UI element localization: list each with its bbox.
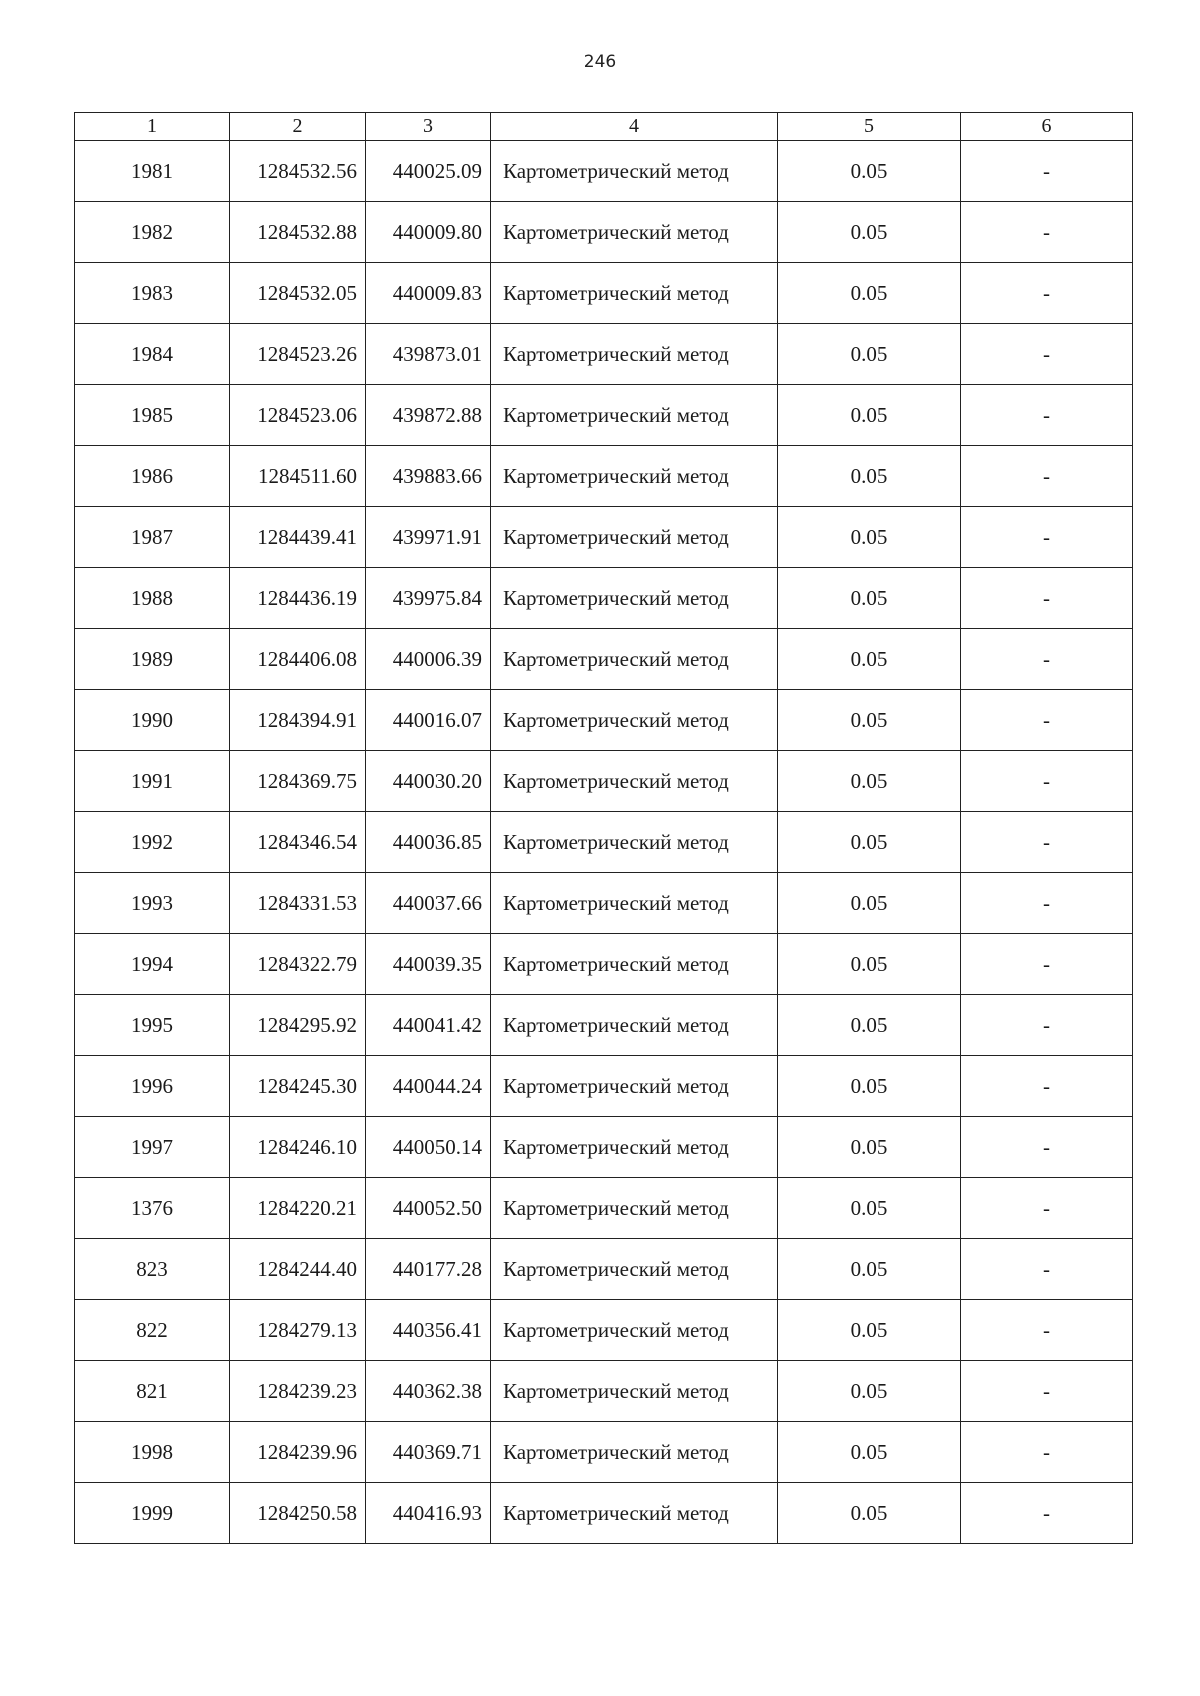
method-cell: Картометрический метод — [491, 568, 778, 629]
y-coordinate-cell: 439872.88 — [366, 385, 491, 446]
y-coordinate-cell: 440041.42 — [366, 995, 491, 1056]
x-coordinate-cell: 1284532.05 — [230, 263, 366, 324]
accuracy-cell: 0.05 — [778, 751, 961, 812]
y-coordinate-cell: 440037.66 — [366, 873, 491, 934]
point-number-cell: 1984 — [75, 324, 230, 385]
table-row — [75, 1056, 1133, 1117]
table-row — [75, 1483, 1133, 1544]
point-number-cell: 1986 — [75, 446, 230, 507]
table-row — [75, 1117, 1133, 1178]
note-cell: - — [961, 690, 1133, 751]
table-row — [75, 873, 1133, 934]
method-cell: Картометрический метод — [491, 202, 778, 263]
x-coordinate-cell: 1284239.23 — [230, 1361, 366, 1422]
column-header: 6 — [961, 113, 1133, 141]
x-coordinate-cell: 1284439.41 — [230, 507, 366, 568]
accuracy-cell: 0.05 — [778, 507, 961, 568]
method-cell: Картометрический метод — [491, 324, 778, 385]
note-cell: - — [961, 385, 1133, 446]
note-cell: - — [961, 324, 1133, 385]
point-number-cell: 1999 — [75, 1483, 230, 1544]
accuracy-cell: 0.05 — [778, 1300, 961, 1361]
table-row — [75, 202, 1133, 263]
y-coordinate-cell: 440025.09 — [366, 141, 491, 202]
point-number-cell: 1988 — [75, 568, 230, 629]
note-cell: - — [961, 1483, 1133, 1544]
point-number-cell: 1998 — [75, 1422, 230, 1483]
note-cell: - — [961, 446, 1133, 507]
accuracy-cell: 0.05 — [778, 1483, 961, 1544]
accuracy-cell: 0.05 — [778, 1422, 961, 1483]
point-number-cell: 1983 — [75, 263, 230, 324]
table-row — [75, 1178, 1133, 1239]
note-cell: - — [961, 934, 1133, 995]
note-cell: - — [961, 263, 1133, 324]
x-coordinate-cell: 1284532.88 — [230, 202, 366, 263]
method-cell: Картометрический метод — [491, 1300, 778, 1361]
note-cell: - — [961, 873, 1133, 934]
y-coordinate-cell: 440016.07 — [366, 690, 491, 751]
page-number: 246 — [583, 52, 617, 72]
note-cell: - — [961, 507, 1133, 568]
note-cell: - — [961, 1239, 1133, 1300]
accuracy-cell: 0.05 — [778, 385, 961, 446]
point-number-cell: 1995 — [75, 995, 230, 1056]
point-number-cell: 1376 — [75, 1178, 230, 1239]
accuracy-cell: 0.05 — [778, 934, 961, 995]
accuracy-cell: 0.05 — [778, 1178, 961, 1239]
table-header-row — [75, 113, 1133, 141]
method-cell: Картометрический метод — [491, 385, 778, 446]
column-header: 3 — [366, 113, 491, 141]
accuracy-cell: 0.05 — [778, 1361, 961, 1422]
point-number-cell: 823 — [75, 1239, 230, 1300]
y-coordinate-cell: 440009.83 — [366, 263, 491, 324]
table-row — [75, 995, 1133, 1056]
table-row — [75, 1361, 1133, 1422]
note-cell: - — [961, 1361, 1133, 1422]
accuracy-cell: 0.05 — [778, 629, 961, 690]
note-cell: - — [961, 751, 1133, 812]
method-cell: Картометрический метод — [491, 873, 778, 934]
point-number-cell: 1982 — [75, 202, 230, 263]
column-header: 4 — [491, 113, 778, 141]
method-cell: Картометрический метод — [491, 263, 778, 324]
note-cell: - — [961, 1056, 1133, 1117]
table-row — [75, 934, 1133, 995]
point-number-cell: 1992 — [75, 812, 230, 873]
y-coordinate-cell: 440369.71 — [366, 1422, 491, 1483]
accuracy-cell: 0.05 — [778, 690, 961, 751]
method-cell: Картометрический метод — [491, 141, 778, 202]
method-cell: Картометрический метод — [491, 507, 778, 568]
accuracy-cell: 0.05 — [778, 1117, 961, 1178]
table-row — [75, 690, 1133, 751]
point-number-cell: 1985 — [75, 385, 230, 446]
x-coordinate-cell: 1284346.54 — [230, 812, 366, 873]
x-coordinate-cell: 1284246.10 — [230, 1117, 366, 1178]
y-coordinate-cell: 440052.50 — [366, 1178, 491, 1239]
y-coordinate-cell: 440177.28 — [366, 1239, 491, 1300]
y-coordinate-cell: 440009.80 — [366, 202, 491, 263]
table-row — [75, 629, 1133, 690]
table-row — [75, 1300, 1133, 1361]
table-row — [75, 812, 1133, 873]
x-coordinate-cell: 1284331.53 — [230, 873, 366, 934]
y-coordinate-cell: 440030.20 — [366, 751, 491, 812]
table-row — [75, 446, 1133, 507]
table-row — [75, 1422, 1133, 1483]
x-coordinate-cell: 1284250.58 — [230, 1483, 366, 1544]
y-coordinate-cell: 440006.39 — [366, 629, 491, 690]
y-coordinate-cell: 440356.41 — [366, 1300, 491, 1361]
accuracy-cell: 0.05 — [778, 812, 961, 873]
column-header: 2 — [230, 113, 366, 141]
method-cell: Картометрический метод — [491, 1117, 778, 1178]
table-row — [75, 324, 1133, 385]
accuracy-cell: 0.05 — [778, 263, 961, 324]
point-number-cell: 1989 — [75, 629, 230, 690]
table-body — [75, 141, 1133, 1544]
y-coordinate-cell: 440039.35 — [366, 934, 491, 995]
method-cell: Картометрический метод — [491, 995, 778, 1056]
table-row — [75, 751, 1133, 812]
x-coordinate-cell: 1284436.19 — [230, 568, 366, 629]
table-row — [75, 568, 1133, 629]
accuracy-cell: 0.05 — [778, 568, 961, 629]
x-coordinate-cell: 1284220.21 — [230, 1178, 366, 1239]
x-coordinate-cell: 1284322.79 — [230, 934, 366, 995]
column-header: 1 — [75, 113, 230, 141]
accuracy-cell: 0.05 — [778, 446, 961, 507]
method-cell: Картометрический метод — [491, 1483, 778, 1544]
table-row — [75, 507, 1133, 568]
x-coordinate-cell: 1284369.75 — [230, 751, 366, 812]
method-cell: Картометрический метод — [491, 1239, 778, 1300]
point-number-cell: 1991 — [75, 751, 230, 812]
x-coordinate-cell: 1284523.06 — [230, 385, 366, 446]
x-coordinate-cell: 1284245.30 — [230, 1056, 366, 1117]
accuracy-cell: 0.05 — [778, 202, 961, 263]
note-cell: - — [961, 568, 1133, 629]
point-number-cell: 1987 — [75, 507, 230, 568]
point-number-cell: 1996 — [75, 1056, 230, 1117]
x-coordinate-cell: 1284511.60 — [230, 446, 366, 507]
accuracy-cell: 0.05 — [778, 1056, 961, 1117]
method-cell: Картометрический метод — [491, 1178, 778, 1239]
method-cell: Картометрический метод — [491, 1361, 778, 1422]
accuracy-cell: 0.05 — [778, 873, 961, 934]
note-cell: - — [961, 141, 1133, 202]
note-cell: - — [961, 995, 1133, 1056]
y-coordinate-cell: 440362.38 — [366, 1361, 491, 1422]
point-number-cell: 821 — [75, 1361, 230, 1422]
point-number-cell: 822 — [75, 1300, 230, 1361]
column-header: 5 — [778, 113, 961, 141]
y-coordinate-cell: 439883.66 — [366, 446, 491, 507]
note-cell: - — [961, 1178, 1133, 1239]
table-row — [75, 141, 1133, 202]
note-cell: - — [961, 629, 1133, 690]
point-number-cell: 1981 — [75, 141, 230, 202]
x-coordinate-cell: 1284532.56 — [230, 141, 366, 202]
x-coordinate-cell: 1284279.13 — [230, 1300, 366, 1361]
x-coordinate-cell: 1284523.26 — [230, 324, 366, 385]
method-cell: Картометрический метод — [491, 690, 778, 751]
y-coordinate-cell: 439975.84 — [366, 568, 491, 629]
note-cell: - — [961, 1300, 1133, 1361]
x-coordinate-cell: 1284394.91 — [230, 690, 366, 751]
point-number-cell: 1993 — [75, 873, 230, 934]
y-coordinate-cell: 440416.93 — [366, 1483, 491, 1544]
method-cell: Картометрический метод — [491, 446, 778, 507]
coordinates-table — [74, 112, 1133, 1544]
y-coordinate-cell: 440050.14 — [366, 1117, 491, 1178]
note-cell: - — [961, 1117, 1133, 1178]
table-row — [75, 263, 1133, 324]
note-cell: - — [961, 202, 1133, 263]
y-coordinate-cell: 439873.01 — [366, 324, 491, 385]
accuracy-cell: 0.05 — [778, 995, 961, 1056]
method-cell: Картометрический метод — [491, 1422, 778, 1483]
method-cell: Картометрический метод — [491, 812, 778, 873]
table-row — [75, 385, 1133, 446]
y-coordinate-cell: 440036.85 — [366, 812, 491, 873]
point-number-cell: 1997 — [75, 1117, 230, 1178]
y-coordinate-cell: 440044.24 — [366, 1056, 491, 1117]
x-coordinate-cell: 1284295.92 — [230, 995, 366, 1056]
method-cell: Картометрический метод — [491, 629, 778, 690]
method-cell: Картометрический метод — [491, 1056, 778, 1117]
point-number-cell: 1990 — [75, 690, 230, 751]
note-cell: - — [961, 812, 1133, 873]
accuracy-cell: 0.05 — [778, 324, 961, 385]
point-number-cell: 1994 — [75, 934, 230, 995]
y-coordinate-cell: 439971.91 — [366, 507, 491, 568]
method-cell: Картометрический метод — [491, 751, 778, 812]
x-coordinate-cell: 1284244.40 — [230, 1239, 366, 1300]
method-cell: Картометрический метод — [491, 934, 778, 995]
accuracy-cell: 0.05 — [778, 1239, 961, 1300]
accuracy-cell: 0.05 — [778, 141, 961, 202]
x-coordinate-cell: 1284406.08 — [230, 629, 366, 690]
note-cell: - — [961, 1422, 1133, 1483]
x-coordinate-cell: 1284239.96 — [230, 1422, 366, 1483]
table-row — [75, 1239, 1133, 1300]
